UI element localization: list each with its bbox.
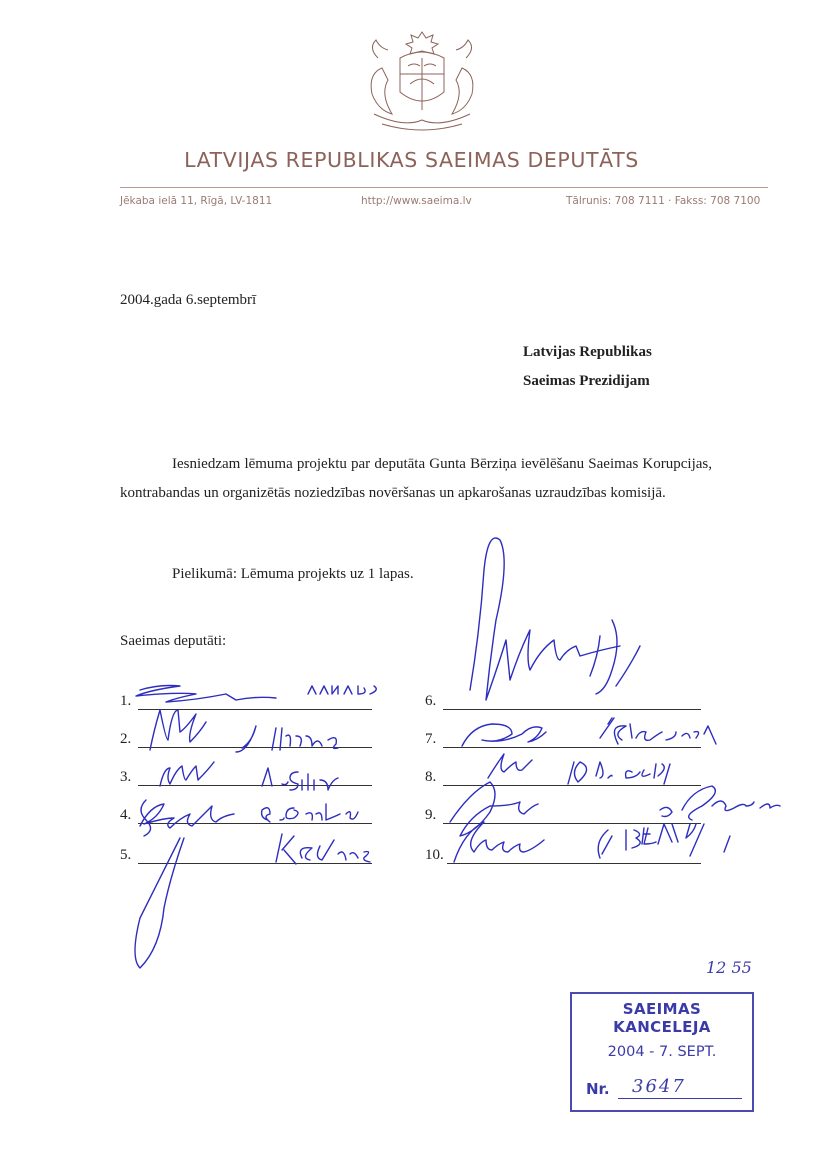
signature-line: [120, 844, 372, 864]
signature-number: 1.: [120, 693, 132, 709]
registry-stamp: [570, 992, 754, 1112]
letter-date: 2004.gada 6.septembrī: [120, 292, 257, 308]
signature-line: [120, 804, 372, 824]
stamp-title: SAEIMAS KANCELEJA: [613, 1000, 711, 1036]
signature-number: 2.: [120, 731, 132, 747]
signature-line: [425, 804, 701, 824]
signature-number: 8.: [425, 769, 437, 785]
signature-number: 4.: [120, 807, 132, 823]
letterhead-address: Jēkaba ielā 11, Rīgā, LV-1811: [120, 195, 273, 207]
signature-line: [120, 728, 372, 748]
stamp-number-rule: [618, 1098, 742, 1099]
signature-number: 3.: [120, 769, 132, 785]
signature-number: 9.: [425, 807, 437, 823]
signatories-label: Saeimas deputāti:: [120, 633, 227, 649]
signature-number: 7.: [425, 731, 437, 747]
letterhead-website: http://www.saeima.lv: [361, 195, 472, 207]
signature-line: [425, 844, 701, 864]
stamp-time-note: 12 55: [706, 958, 752, 977]
signature-number: 5.: [120, 847, 132, 863]
body-paragraph: Iesniedzam lēmuma projektu par deputāta Gunta Bērziņa ievēlēšanu Saeimas Korupcijas, kontrabandas un organizētās noziedzības novēršanas un apkarošanas uzraudzības komisijā.: [120, 456, 712, 501]
signature-line: [425, 728, 701, 748]
attachment-note: Pielikumā: Lēmuma projekts uz 1 lapas.: [172, 566, 414, 582]
stamp-date: 2004 - 7. SEPT.: [607, 1044, 717, 1060]
stamp-number-label: Nr.: [586, 1080, 610, 1098]
recipient-block: [523, 338, 652, 396]
signature-line: [120, 690, 372, 710]
recipient-line-1: Latvijas Republikas: [523, 344, 652, 360]
letterhead-divider: [120, 187, 768, 188]
signature-line: [425, 690, 701, 710]
signature-line: [425, 766, 701, 786]
stamp-number-value: 3647: [632, 1076, 686, 1097]
signature-line: [120, 766, 372, 786]
letterhead-phone-fax: Tālrunis: 708 7111 · Fakss: 708 7100: [566, 195, 761, 207]
signature-number: 6.: [425, 693, 437, 709]
recipient-line-2: Saeimas Prezidijam: [523, 373, 650, 389]
coat-of-arms-emblem: [352, 28, 492, 134]
signature-number: 10.: [425, 847, 444, 863]
letterhead-title: LATVIJAS REPUBLIKAS SAEIMAS DEPUTĀTS: [184, 148, 639, 172]
